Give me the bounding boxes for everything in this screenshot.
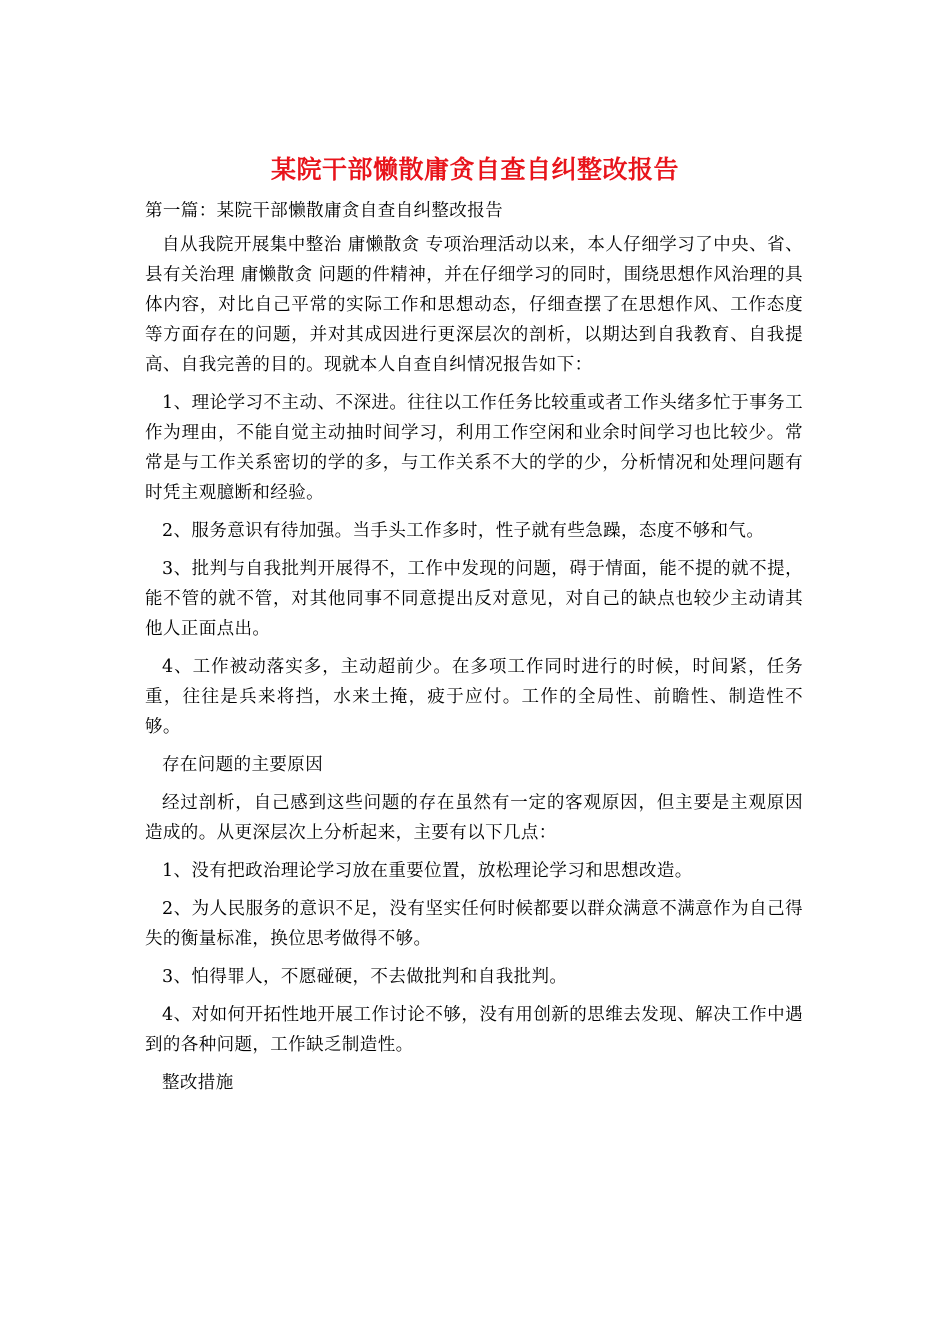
paragraph: 自从我院开展集中整治 庸懒散贪 专项治理活动以来，本人仔细学习了中央、省、县有关治理 庸懒散贪 问题的件精神，并在仔细学习的同时，围绕思想作风治理的具体内容，对比自己平常的实际工作和思想动态，仔细查摆了在思想作风、工作态度等方面存在的问题，并对其成因进行更深层次的剖析，以期达到自我教育、自我提高、自我完善的目的。现就本人自查自纠情况报告如下： bbox=[145, 235, 803, 375]
paragraph: 2、为人民服务的意识不足，没有坚实任何时候都要以群众满意不满意作为自己得失的衡量标准，换位思考做得不够。 bbox=[145, 899, 803, 949]
document-title: 某院干部懒散庸贪自查自纠整改报告 bbox=[270, 155, 679, 184]
paragraph: 3、批判与自我批判开展得不，工作中发现的问题，碍于情面，能不提的就不提，能不管的就不管，对其他同事不同意提出反对意见，对自己的缺点也较少主动请其他人正面点出。 bbox=[145, 559, 803, 639]
document-body bbox=[145, 196, 803, 1106]
section-heading: 第一篇：某院干部懒散庸贪自查自纠整改报告 bbox=[145, 201, 503, 221]
section-heading: 整改措施 bbox=[162, 1073, 234, 1093]
paragraph: 经过剖析，自己感到这些问题的存在虽然有一定的客观原因，但主要是主观原因造成的。从更深层次上分析起来，主要有以下几点： bbox=[145, 793, 803, 843]
paragraph: 1、没有把政治理论学习放在重要位置，放松理论学习和思想改造。 bbox=[162, 861, 693, 881]
paragraph: 4、对如何开拓性地开展工作讨论不够，没有用创新的思维去发现、解决工作中遇到的各种问题，工作缺乏制造性。 bbox=[145, 1005, 803, 1055]
paragraph: 4、工作被动落实多，主动超前少。在多项工作同时进行的时候，时间紧，任务重，往往是兵来将挡，水来土掩，疲于应付。工作的全局性、前瞻性、制造性不够。 bbox=[145, 657, 803, 737]
section-heading: 存在问题的主要原因 bbox=[162, 755, 324, 775]
paragraph: 1、理论学习不主动、不深进。往往以工作任务比较重或者工作头绪多忙于事务工作为理由，不能自觉主动抽时间学习，利用工作空闲和业余时间学习也比较少。常常是与工作关系密切的学的多，与工作关系不大的学的少，分析情况和处理问题有时凭主观臆断和经验。 bbox=[145, 393, 803, 503]
paragraph: 3、怕得罪人，不愿碰硬，不去做批判和自我批判。 bbox=[162, 967, 568, 987]
paragraph: 2、服务意识有待加强。当手头工作多时，性子就有些急躁，态度不够和气。 bbox=[162, 521, 765, 541]
